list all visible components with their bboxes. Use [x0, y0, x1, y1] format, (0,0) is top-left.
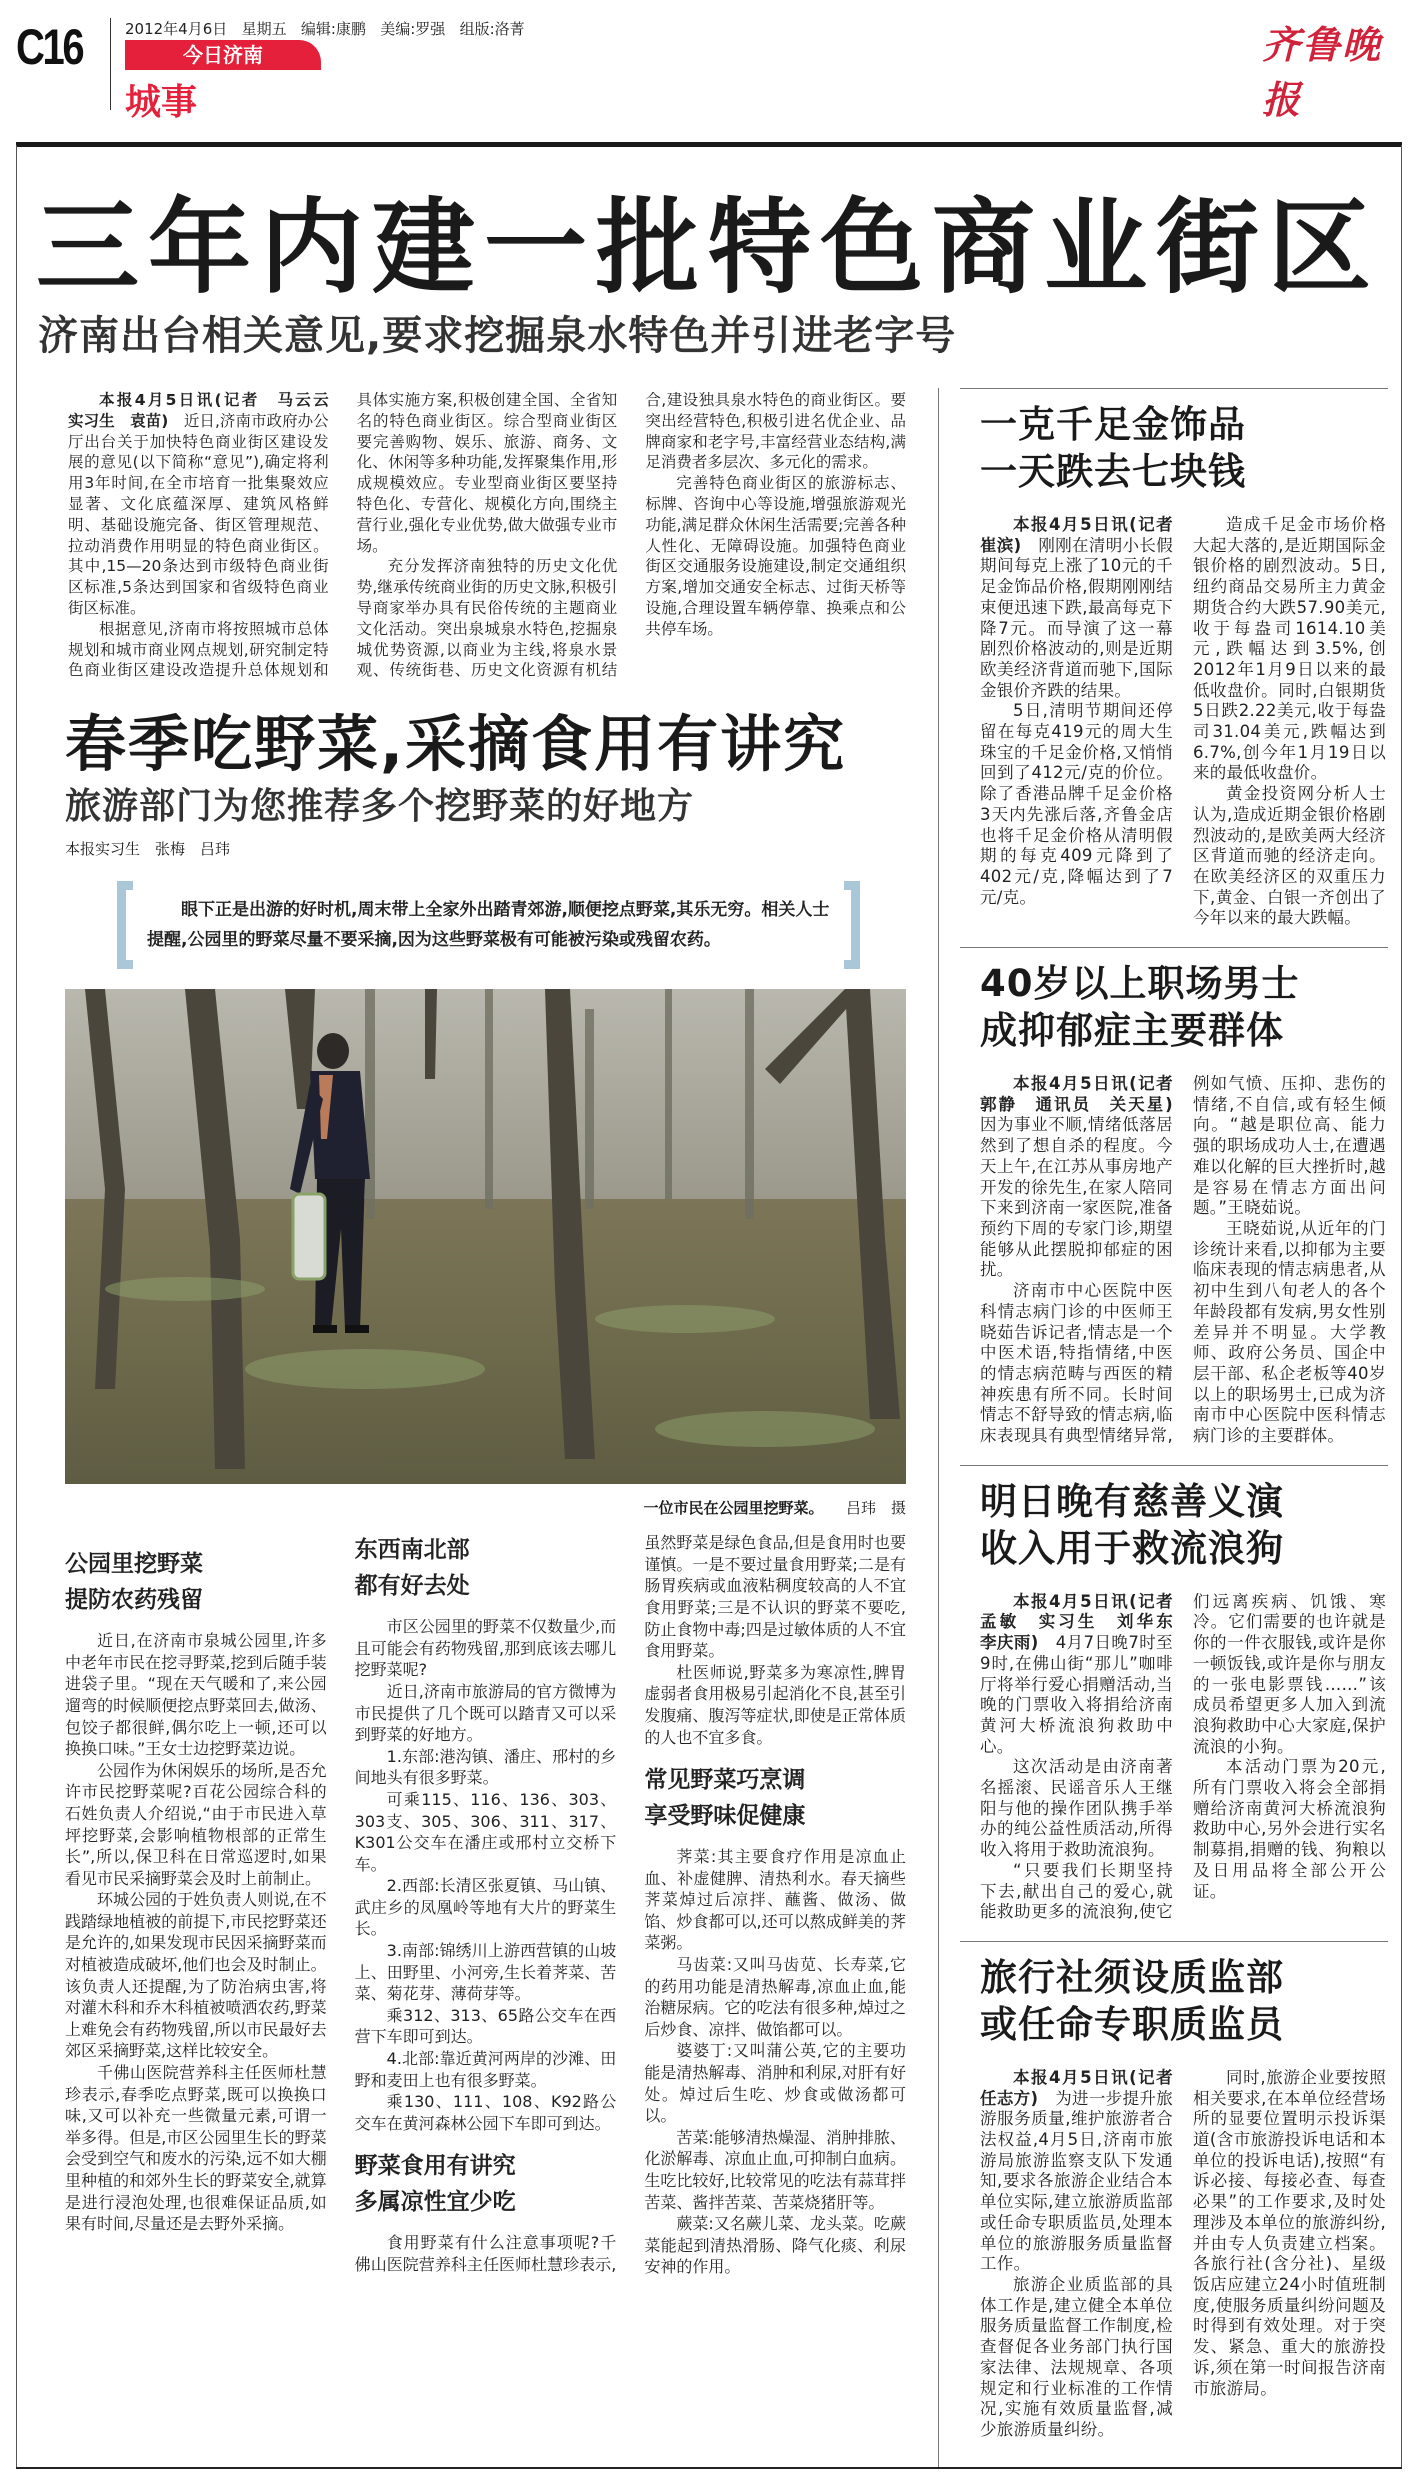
paragraph-text: 济南市中心医院中医科情志病门诊的中医师王晓茹告诉记者,情志是一个中医术语,特指情绪,中医的情志病范畴与西医的精神疾患有所不同。长时间情志不舒导致的情志病,临床表现具有典型情绪异常,例如气愤、压抑、悲伤的情绪,不自信,或有轻生倾向。“越是职位高、能力强的职场成功人士,在遭遇难以化解的巨大挫折时,越是容易在情志方面出问题。”王晓茹说。: [980, 1074, 1386, 1446]
dateline-lead: 本报4月5日讯(记者 崔滨): [980, 515, 1190, 555]
lead-article-body: [65, 390, 906, 681]
sidebar-headline-line: 收入用于救流浪狗: [980, 1526, 1284, 1570]
paragraph: [980, 1757, 1173, 1861]
paragraph: [355, 2048, 617, 2091]
section-heading: [65, 1546, 327, 1618]
paragraph-text: 市区公园里的野菜不仅数量少,而且可能会有药物残留,那到底该去哪儿挖野菜呢?: [354, 1617, 617, 1680]
section-heading-line: 野菜食用有讲究: [354, 2153, 516, 2180]
paragraph-text: 公园作为休闲娱乐的场所,是否允许市民挖野菜呢?百花公园综合科的石姓负责人介绍说,“由于市民进入草坪挖野菜,会影响植物根部的正常生长”,所以,保卫科在日常巡逻时,如果看见市民采摘野菜会及时上前制止。: [65, 1760, 327, 1888]
paragraph-text: 旅游企业质监部的具体工作是,建立健全本单位服务质量监督工作制度,检查督促各业务部门执行国家法律、法规规章、各项规定和行业标准的工作情况,实施有效质量监督,减少旅游质量纠纷。: [980, 2275, 1173, 2439]
sidebar-headline-line: 40岁以上职场男士: [980, 962, 1300, 1006]
section-title: 城事: [125, 82, 198, 123]
wild-veg-subhead: 旅游部门为您推荐多个挖野菜的好地方: [65, 786, 695, 828]
photo-caption: [65, 1498, 906, 1518]
sidebar-headline: [980, 1954, 1386, 2048]
news-photo: [65, 989, 906, 1484]
sidebar-headline-line: 或任命专职质监员: [980, 2002, 1284, 2046]
paragraph: [644, 1846, 906, 1954]
paragraph-text: 千佛山医院营养科主任医师杜慧珍表示,春季吃点野菜,既可以换换口味,又可以补充一些微量元素,可谓一举多得。但是,市区公园里生长的野菜会受到空气和废水的污染,远不如大棚里种植的和郊外生长的野菜安全,就算是进行浸泡处理,也很难保证品质,如果有时间,尽量还是去野外采摘。: [65, 2063, 327, 2234]
section-heading-line: 都有好去处: [354, 1573, 470, 1600]
paragraph-text: 充分发挥济南独特的历史文化优势,继承传统商业街的历史文脉,积极引导商家举办具有民俗传统的主题商业文化活动。突出泉城泉水特色,挖掘泉城优势资源,以商业为主线,将泉水景观、传统街巷、历史文化资源有机结合,建设独具泉水特色的商业街区。要突出经营特色,积极引进名优企业、品牌商家和老字号,丰富经营业态结构,满足消费者多层次、多元化的需求。: [356, 391, 906, 680]
paragraph: [1193, 515, 1386, 784]
caption-text: 一位市民在公园里挖野菜。: [643, 1499, 816, 1518]
sidebar-body: [980, 1592, 1386, 1923]
paragraph-text: 完善特色商业街区的旅游标志、标牌、咨询中心等设施,增强旅游观光功能,满足群众休闲生活需要;完善各种人性化、无障碍设施。加强特色商业街区交通服务设施建设,制定交通组织方案,增加交通安全标志、过街天桥等设施,合理设置车辆停靠、换乘点和公共停车场。: [645, 474, 906, 638]
paragraph-text: 环城公园的于姓负责人则说,在不践踏绿地植被的前提下,市民挖野菜还是允许的,如果发现市民因采摘野菜而对植被造成破坏,他们也会及时制止。该负责人还提醒,为了防治病虫害,将对灌木科和乔木科植被喷洒农药,野菜上难免会有药物残留,所以市民最好去郊区采摘野菜,这样比较安全。: [65, 1890, 327, 2061]
paragraph-text: 2.西部:长清区张夏镇、马山镇、武庄乡的凤凰岭等地有大片的野菜生长。: [354, 1876, 617, 1939]
paragraph-text: 乘312、313、65路公交车在西营下车即可到达。: [354, 2005, 617, 2047]
paragraph: [65, 1760, 327, 1890]
paragraph: [1193, 784, 1386, 929]
bracket-right-icon: [844, 881, 860, 969]
sidebar-headline: [980, 1478, 1386, 1572]
paragraph-text: 同时,旅游企业要按照相关要求,在本单位经营场所的显要位置明示投诉渠道(含市旅游投诉电话和本单位的投诉电话),按照“有诉必接、每接必查、每查必果”的工作要求,及时处理涉及本单位的旅游纠纷,并由专人负责建立档案。各旅行社(含分社)、星级饭店应建立24小时值班制度,使服务质量纠纷问题及时得到有效处理。对于突发、紧急、重大的旅游投诉,须在第一时间报告济南市旅游局。: [1193, 2067, 1386, 2398]
paragraph: [644, 2213, 906, 2278]
paragraph-text: 5日,清明节期间还停留在每克419元的周大生珠宝的千足金价格,又悄悄回到了412元/克的价位。除了香港品牌千足金价格3天内先涨后落,齐鲁金店也将千足金价格从清明假期的每克409元降到了402元/克,降幅达到了7元/克。: [980, 701, 1173, 907]
paragraph: [355, 1789, 617, 1875]
section-heading-line: 东西南北部: [354, 1537, 470, 1564]
sidebar-headline: [980, 960, 1386, 1054]
paragraph: [68, 390, 345, 619]
left-column: [65, 390, 906, 2278]
section-heading: [644, 1762, 906, 1834]
paragraph: [980, 515, 1190, 701]
paragraph: [355, 2005, 617, 2048]
paragraph: [644, 2127, 906, 2213]
paragraph: [355, 1681, 617, 1746]
paragraph-text: 可乘115、116、136、303、303支、305、306、311、317、K301公交车在潘庄或邢村立交桥下车。: [354, 1789, 617, 1874]
paragraph: [644, 1954, 906, 2040]
paragraph: [355, 1875, 617, 1940]
pull-quote-text: 眼下正是出游的好时机,周末带上全家外出踏青郊游,顺便挖点野菜,其乐无穷。相关人士提醒,公园里的野菜尽量不要采摘,因为这些野菜极有可能被污染或残留农药。: [147, 900, 830, 951]
masthead-divider: [110, 18, 111, 110]
paragraph: [1193, 1219, 1386, 1447]
paragraph-text: 婆婆丁:又叫蒲公英,它的主要功能是清热解毒、消肿和利尿,对肝有好处。焯过后生吃、炒食或做汤都可以。: [644, 2041, 906, 2126]
page-border-left: [16, 145, 17, 2467]
paragraph: [980, 2275, 1173, 2441]
paragraph: [980, 1591, 1190, 1758]
pull-quote: [117, 881, 860, 969]
photo-woman-digging-wild-vegetables: [65, 989, 906, 1484]
paragraph: [65, 1889, 327, 2062]
dateline-lead: 本报4月5日讯(记者 郭静 通讯员 关天星): [980, 1074, 1190, 1114]
bottom-rule: [16, 2467, 1402, 2469]
section-heading-line: 常见野菜巧烹调: [644, 1767, 806, 1794]
paragraph-text: 4月7日晚7时至9时,在佛山街“那儿”咖啡厅将举行爱心捐赠活动,当晚的门票收入将捐给济南黄河大桥流浪狗救助中心。: [980, 1633, 1173, 1756]
wild-veg-article-body: [65, 1532, 906, 2278]
paragraph-text: 近日,济南市旅游局的官方微博为市民提供了几个既可以踏青又可以采到野菜的好地方。: [354, 1681, 617, 1745]
sidebar-headline-line: 一天跌去七块钱: [980, 450, 1246, 493]
section-heading: [355, 2148, 617, 2220]
sidebar-headline: [980, 401, 1386, 495]
paragraph-text: 为进一步提升旅游服务质量,维护旅游者合法权益,4月5日,济南市旅游局旅游监察支队下发通知,要求各旅游企业结合本单位实际,建立旅游质监部或任命专职质监员,处理本单位的旅游服务质量监督工作。: [980, 2088, 1173, 2274]
paragraph-text: 造成千足金市场价格大起大落的,是近期国际金银价格的剧烈波动。5日,纽约商品交易所主力黄金期货合约大跌57.90美元,收于每盎司1614.10美元,跌幅达到3.5%,创2012年1月9日以来的最低收盘价。同时,白银期货5日跌2.22美元,收于每盎司31.04美元,跌幅达到6.7%,创今年1月19日以来的最低收盘价。: [1193, 515, 1386, 783]
section-heading-line: 提防农药残留: [65, 1587, 203, 1614]
photo-credit: 吕玮 摄: [815, 1499, 906, 1518]
paragraph-text: 本活动门票为20元,所有门票收入将会全部捐赠给济南黄河大桥流浪狗救助中心,另外会进行实名制募捐,捐赠的钱、狗粮以及日用品将全部公开公证。: [1193, 1757, 1386, 1901]
page-border-right: [1401, 145, 1402, 2467]
paragraph: [355, 2091, 617, 2134]
paragraph-text: “只要我们长期坚持下去,献出自己的爱心,就能救助更多的流浪狗,使它们远离疾病、饥饿、寒冷。它们需要的也许就是你的一件衣服钱,或许是你一顿饭钱,或许是你与朋友的一张电影票钱……”该成员希望更多人加入到流浪狗救助中心大家庭,保护流浪的小狗。: [980, 1591, 1386, 1922]
paragraph: [980, 701, 1173, 908]
sidebar-headline-line: 旅行社须设质监部: [980, 1955, 1284, 1999]
lead-headline: 三年内建一批特色商业街区: [36, 188, 1380, 308]
paragraph: [355, 1616, 617, 1681]
paragraph: [1193, 2068, 1386, 2399]
paragraph-text: 1.东部:港沟镇、潘庄、邢村的乡间地头有很多野菜。: [354, 1746, 617, 1788]
wild-veg-headline: 春季吃野菜,采摘食用有讲究: [65, 709, 847, 781]
dateline: 2012年4月6日 星期五 编辑:康鹏 美编:罗强 组版:洛菁: [125, 20, 525, 38]
dateline-lead: 本报4月5日讯(记者 马云云 实习生 袁苗): [68, 391, 345, 430]
wild-veg-byline: 本报实习生 张梅 吕玮: [65, 840, 231, 859]
section-heading: [355, 1532, 617, 1604]
paragraph-text: 3.南部:锦绣川上游西营镇的山坡上、田野里、小河旁,生长着荠菜、苦菜、菊花芽、薄荷芽等。: [354, 1941, 617, 2004]
paragraph: [65, 1630, 327, 1760]
paragraph-text: 近日,在济南市泉城公园里,许多中老年市民在挖寻野菜,挖到后随手装进袋子里。“现在天气暖和了,来公园遛弯的时候顺便挖点野菜回去,做汤、包饺子都很鲜,偶尔吃上一顿,还可以换换口味。”王女士边挖野菜边说。: [65, 1631, 327, 1759]
page-number: C16: [16, 19, 83, 75]
dateline-lead: 本报4月5日讯(记者 任志方): [980, 2067, 1190, 2108]
paragraph-text: 荠菜:其主要食疗作用是凉血止血、补虚健脾、清热利水。春天摘些荠菜焯过后凉拌、蘸酱、做汤、做馅、炒食都可以,还可以熬成鲜美的荠菜粥。: [644, 1847, 906, 1953]
paragraph-text: 食用野菜有什么注意事项呢?千佛山医院营养科主任医师杜慧珍表示,虽然野菜是绿色食品,但是食用时也要谨慎。一是不要过量食用野菜;二是有肠胃疾病或血液粘稠度较高的人不宜食用野菜;三是不认识的野菜不要吃,防止食物中毒;四是过敏体质的人不宜食用野菜。: [354, 1533, 906, 2274]
lead-subhead: 济南出台相关意见,要求挖掘泉水特色并引进老字号: [38, 313, 957, 359]
paragraph-text: 这次活动是由济南著名摇滚、民谣音乐人王继阳与他的操作团队携手举办的纯公益性质活动,所得收入将用于救助流浪狗。: [980, 1757, 1173, 1860]
column-divider: [938, 388, 939, 2467]
paragraph-text: 根据意见,济南市将按照城市总体规划和城市商业网点规划,研究制定特色商业街区建设改造提升总体规划和具体实施方案,积极创建全国、全省知名的特色商业街区。综合型商业街区要完善购物、娱乐、旅游、商务、文化、休闲等多种功能,发挥聚集作用,形成规模效应。专业型商业街区要坚持特色化、专营化、规模化方向,围绕主营行业,强化专业优势,做大做强专业市场。: [68, 391, 618, 680]
section-heading-line: 多属凉性宜少吃: [354, 2189, 516, 2216]
sidebar-headline-line: 成抑郁症主要群体: [980, 1009, 1284, 1053]
sidebar-article-depression: [980, 948, 1386, 1465]
paragraph-text: 刚刚在清明小长假期间每克上涨了10元的千足金饰品价格,假期刚刚结束便迅速下跌,最高每克下降7元。而导演了这一幕剧烈价格波动的,则是近期欧美经济背道而驰下,国际金银价齐跌的结果。: [980, 535, 1173, 700]
paragraph: [644, 2040, 906, 2126]
paragraph: [1193, 1757, 1386, 1902]
section-tab: 今日济南: [125, 40, 321, 70]
paragraph-text: 近日,济南市政府办公厅出台关于加快特色商业街区建设发展的意见(以下简称“意见”),确定将利用3年时间,在全市培育一批集聚效应显著、文化底蕴深厚、建筑风格鲜明、基础设施完备、街区管理规范、拉动消费作用明显的特色商业街区。其中,15—20条达到市级特色商业街区标准,5条达到国家和省级特色商业街区标准。: [68, 411, 329, 617]
paragraph-text: 蕨菜:又名蕨儿菜、龙头菜。吃蕨菜能起到清热滑肠、降气化痰、利尿安神的作用。: [644, 2214, 906, 2277]
dateline-lead: 本报4月5日讯(记者 孟敏 实习生 刘华东 李庆雨): [980, 1591, 1190, 1653]
paragraph: [355, 1940, 617, 2005]
paragraph-text: 王晓茹说,从近年的门诊统计来看,以抑郁为主要临床表现的情志病患者,从初中生到八旬老人的各个年龄段都有发病,男女性别差异并不明显。大学教师、政府公务员、国企中层干部、私企老板等40岁以上的职场男士,已成为济南市中心医院中医科情志病门诊的主要群体。: [1193, 1218, 1386, 1446]
newspaper-logo: 齐鲁晚报: [1262, 22, 1383, 122]
paragraph: [980, 1074, 1190, 1281]
paragraph-text: 杜医师说,野菜多为寒凉性,脾胃虚弱者食用极易引起消化不良,甚至引发腹痛、腹泻等症状,即使是正常体质的人也不宜多食。: [644, 1662, 906, 1747]
paragraph: [644, 1662, 906, 1748]
paragraph-text: 黄金投资网分析人士认为,造成近期金银价格剧烈波动的,是欧美两大经济区背道而驰的经济走向。在欧美经济区的双重压力下,黄金、白银一齐创出了今年以来的最大跌幅。: [1193, 784, 1386, 928]
paragraph: [980, 2067, 1190, 2275]
paragraph: [355, 1746, 617, 1789]
section-heading-line: 公园里挖野菜: [65, 1551, 203, 1578]
section-heading-line: 享受野味促健康: [644, 1803, 806, 1830]
sidebar-body: [980, 2068, 1386, 2441]
top-rule: [16, 142, 1402, 147]
sidebar-body: [980, 515, 1386, 929]
sidebar-article-gold: [980, 389, 1386, 947]
paragraph-text: 马齿菜:又叫马齿苋、长寿菜,它的药用功能是清热解毒,凉血止血,能治糖尿病。它的吃法有很多种,焯过之后炒食、凉拌、做馅都可以。: [644, 1955, 906, 2039]
paragraph-text: 乘130、111、108、K92路公交车在黄河森林公园下车即可到达。: [354, 2092, 617, 2133]
paragraph-text: 4.北部:靠近黄河两岸的沙滩、田野和麦田上也有很多野菜。: [354, 2049, 617, 2090]
sidebar-article-charity: [980, 1466, 1386, 1941]
paragraph: [65, 2062, 327, 2235]
bracket-left-icon: [117, 881, 133, 969]
paragraph-text: 因为事业不顺,情绪低落居然到了想自杀的程度。今天上午,在江苏从事房地产开发的徐先生,在家人陪同下来到济南一家医院,准备预约下周的专家门诊,期望能够从此摆脱抑郁症的困扰。: [980, 1115, 1173, 1280]
sidebar-headline-line: 明日晚有慈善义演: [980, 1479, 1284, 1523]
sidebar-headline-line: 一克千足金饰品: [980, 403, 1246, 446]
sidebar: [960, 388, 1388, 2459]
sidebar-article-travel: [980, 1942, 1386, 2459]
paragraph: [645, 473, 906, 639]
sidebar-body: [980, 1074, 1386, 1447]
paragraph-text: 苦菜:能够清热燥湿、消肿排脓、化淤解毒、凉血止血,可抑制白血病。生吃比较好,比较常见的吃法有蒜茸拌苦菜、酱拌苦菜、苦菜烧猪肝等。: [644, 2127, 906, 2212]
